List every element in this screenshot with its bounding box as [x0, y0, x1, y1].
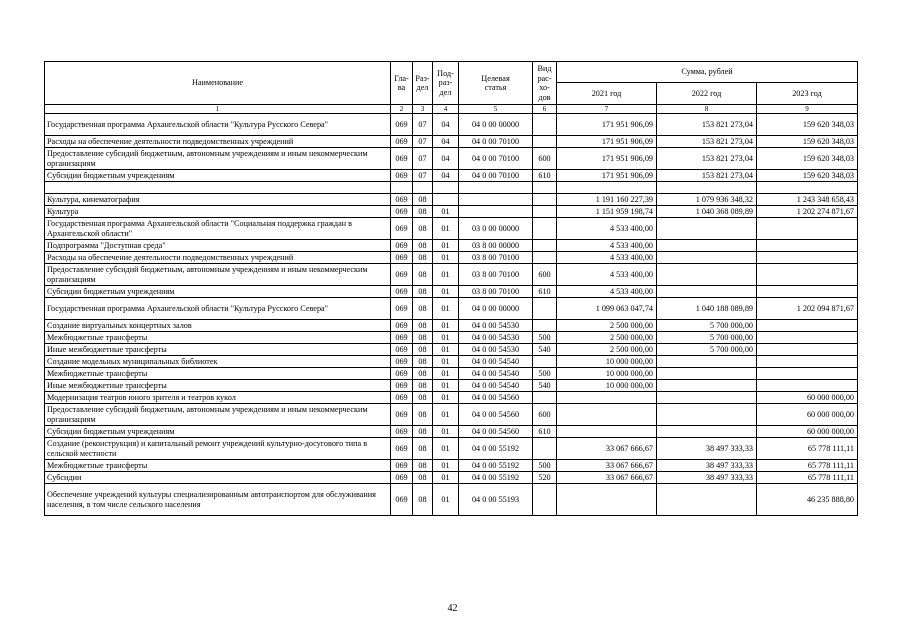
- row-vid-rashodov: 540: [533, 380, 557, 392]
- row-razdel: 08: [413, 344, 433, 356]
- column-number-cell: 2: [391, 105, 413, 114]
- row-vid-rashodov: [533, 252, 557, 264]
- table-row: [45, 484, 858, 516]
- table-row: [45, 438, 858, 460]
- row-sum-2023: [757, 218, 858, 240]
- row-razdel: 08: [413, 320, 433, 332]
- row-podrazdel: 01: [433, 368, 459, 380]
- row-celevaya-statya: 04 0 00 54540: [459, 368, 533, 380]
- row-sum-2023: 65 778 111,11: [757, 472, 858, 484]
- table-row: [45, 170, 858, 182]
- table-row: [45, 218, 858, 240]
- row-podrazdel: 01: [433, 206, 459, 218]
- row-vid-rashodov: 600: [533, 264, 557, 286]
- row-sum-2021: [557, 392, 657, 404]
- row-razdel: 08: [413, 368, 433, 380]
- row-name: Государственная программа Архангельской области "Культура Русского Севера": [45, 298, 391, 320]
- header-razdel: Раз- дел: [413, 62, 433, 105]
- column-number-row: [45, 105, 858, 114]
- row-razdel: 08: [413, 240, 433, 252]
- row-vid-rashodov: 610: [533, 170, 557, 182]
- row-vid-rashodov: [533, 206, 557, 218]
- row-sum-2021: 1 099 063 047,74: [557, 298, 657, 320]
- row-sum-2022: 38 497 333,33: [657, 460, 757, 472]
- row-sum-2022: 5 700 000,00: [657, 344, 757, 356]
- row-sum-2023: 159 620 348,03: [757, 114, 858, 136]
- row-sum-2022: 153 821 273,04: [657, 148, 757, 170]
- row-sum-2021: 171 951 906,09: [557, 148, 657, 170]
- row-sum-2023: 159 620 348,03: [757, 170, 858, 182]
- row-razdel: 08: [413, 404, 433, 426]
- row-glava: 069: [391, 368, 413, 380]
- row-sum-2023: [757, 380, 858, 392]
- row-sum-2022: [657, 218, 757, 240]
- row-glava: 069: [391, 344, 413, 356]
- row-vid-rashodov: [533, 356, 557, 368]
- row-razdel: 08: [413, 298, 433, 320]
- row-vid-rashodov: 600: [533, 148, 557, 170]
- row-sum-2022: [657, 264, 757, 286]
- row-vid-rashodov: [533, 392, 557, 404]
- row-razdel: 08: [413, 264, 433, 286]
- row-celevaya-statya: [459, 194, 533, 206]
- row-vid-rashodov: 500: [533, 332, 557, 344]
- row-podrazdel: 01: [433, 252, 459, 264]
- table-row: [45, 240, 858, 252]
- column-number-cell: 6: [533, 105, 557, 114]
- row-celevaya-statya: 03 0 00 00000: [459, 218, 533, 240]
- row-sum-2021: 10 000 000,00: [557, 368, 657, 380]
- row-name: Государственная программа Архангельской области "Социальная поддержка граждан в Архангельской области": [45, 218, 391, 240]
- table-row: [45, 380, 858, 392]
- row-celevaya-statya: 04 0 00 54540: [459, 356, 533, 368]
- table-row: [45, 344, 858, 356]
- row-name: Субсидии: [45, 472, 391, 484]
- row-podrazdel: 01: [433, 320, 459, 332]
- row-sum-2021: 171 951 906,09: [557, 114, 657, 136]
- row-podrazdel: 01: [433, 218, 459, 240]
- row-name: Иные межбюджетные трансферты: [45, 380, 391, 392]
- row-sum-2023: 1 243 348 658,43: [757, 194, 858, 206]
- header-year-2023: 2023 год: [757, 83, 858, 105]
- row-name: Расходы на обеспечение деятельности подведомственных учреждений: [45, 252, 391, 264]
- row-celevaya-statya: 04 0 00 54560: [459, 392, 533, 404]
- row-glava: [391, 182, 413, 194]
- budget-table: [44, 61, 858, 516]
- row-celevaya-statya: [459, 182, 533, 194]
- column-number-cell: 3: [413, 105, 433, 114]
- row-name: Модернизация театров юного зрителя и театров кукол: [45, 392, 391, 404]
- row-glava: 069: [391, 298, 413, 320]
- row-razdel: 07: [413, 170, 433, 182]
- row-sum-2023: 65 778 111,11: [757, 438, 858, 460]
- row-podrazdel: 01: [433, 356, 459, 368]
- row-vid-rashodov: 610: [533, 426, 557, 438]
- row-sum-2021: 4 533 400,00: [557, 252, 657, 264]
- row-glava: 069: [391, 170, 413, 182]
- row-glava: 069: [391, 320, 413, 332]
- table-row: [45, 356, 858, 368]
- row-sum-2022: [657, 286, 757, 298]
- row-glava: 069: [391, 460, 413, 472]
- row-celevaya-statya: 04 0 00 00000: [459, 298, 533, 320]
- row-podrazdel: 01: [433, 438, 459, 460]
- row-vid-rashodov: 540: [533, 344, 557, 356]
- row-sum-2022: 5 700 000,00: [657, 332, 757, 344]
- row-vid-rashodov: 520: [533, 472, 557, 484]
- row-name: Предоставление субсидий бюджетным, автономным учреждениям и иным некоммерческим организациям: [45, 264, 391, 286]
- row-razdel: 08: [413, 438, 433, 460]
- row-glava: 069: [391, 264, 413, 286]
- row-razdel: 08: [413, 484, 433, 516]
- row-vid-rashodov: [533, 114, 557, 136]
- row-name: Межбюджетные трансферты: [45, 332, 391, 344]
- row-podrazdel: 01: [433, 404, 459, 426]
- row-sum-2023: 46 235 888,80: [757, 484, 858, 516]
- row-sum-2023: [757, 286, 858, 298]
- column-number-cell: 9: [757, 105, 858, 114]
- row-sum-2022: 1 040 368 089,89: [657, 206, 757, 218]
- row-sum-2021: 4 533 400,00: [557, 218, 657, 240]
- row-sum-2021: [557, 404, 657, 426]
- row-razdel: 08: [413, 252, 433, 264]
- row-podrazdel: 01: [433, 426, 459, 438]
- row-name: Создание (реконструкция) и капитальный ремонт учреждений культурно-досугового типа в сельской местности: [45, 438, 391, 460]
- row-glava: 069: [391, 426, 413, 438]
- row-sum-2021: 33 067 666,67: [557, 438, 657, 460]
- row-sum-2023: 60 000 000,00: [757, 392, 858, 404]
- row-vid-rashodov: [533, 182, 557, 194]
- row-sum-2021: 33 067 666,67: [557, 460, 657, 472]
- table-row: [45, 392, 858, 404]
- row-podrazdel: 04: [433, 148, 459, 170]
- row-vid-rashodov: [533, 194, 557, 206]
- row-podrazdel: [433, 194, 459, 206]
- header-podrazdel: Под- раз- дел: [433, 62, 459, 105]
- row-sum-2022: 153 821 273,04: [657, 170, 757, 182]
- row-sum-2022: [657, 392, 757, 404]
- header-name: Наименование: [45, 62, 391, 105]
- row-sum-2021: [557, 426, 657, 438]
- row-podrazdel: 04: [433, 136, 459, 148]
- row-sum-2022: 38 497 333,33: [657, 438, 757, 460]
- row-sum-2021: [557, 484, 657, 516]
- row-glava: 069: [391, 356, 413, 368]
- row-sum-2021: 2 500 000,00: [557, 344, 657, 356]
- row-celevaya-statya: 04 0 00 55192: [459, 438, 533, 460]
- row-glava: 069: [391, 332, 413, 344]
- row-sum-2022: [657, 426, 757, 438]
- row-sum-2021: 10 000 000,00: [557, 380, 657, 392]
- row-vid-rashodov: [533, 438, 557, 460]
- row-sum-2022: [657, 240, 757, 252]
- row-sum-2021: 1 151 959 198,74: [557, 206, 657, 218]
- row-name: Субсидии бюджетным учреждениям: [45, 286, 391, 298]
- row-name: Подпрограмма "Доступная среда": [45, 240, 391, 252]
- row-razdel: 07: [413, 136, 433, 148]
- row-sum-2023: 60 000 000,00: [757, 426, 858, 438]
- row-celevaya-statya: 03 8 00 00000: [459, 240, 533, 252]
- row-sum-2021: 4 533 400,00: [557, 264, 657, 286]
- row-sum-2021: [557, 182, 657, 194]
- row-sum-2022: [657, 404, 757, 426]
- row-razdel: 08: [413, 392, 433, 404]
- row-celevaya-statya: 04 0 00 55192: [459, 472, 533, 484]
- row-sum-2023: [757, 182, 858, 194]
- row-sum-2022: [657, 368, 757, 380]
- row-sum-2022: [657, 252, 757, 264]
- row-name: Субсидии бюджетным учреждениям: [45, 170, 391, 182]
- header-celevaya-statya: Целевая статья: [459, 62, 533, 105]
- row-sum-2023: [757, 264, 858, 286]
- row-sum-2021: 1 191 160 227,39: [557, 194, 657, 206]
- table-row: [45, 286, 858, 298]
- row-vid-rashodov: [533, 320, 557, 332]
- row-sum-2022: [657, 380, 757, 392]
- row-vid-rashodov: 600: [533, 404, 557, 426]
- row-sum-2022: 38 497 333,33: [657, 472, 757, 484]
- row-razdel: 07: [413, 148, 433, 170]
- row-podrazdel: 01: [433, 460, 459, 472]
- row-razdel: 07: [413, 114, 433, 136]
- row-vid-rashodov: [533, 136, 557, 148]
- header-year-2021: 2021 год: [557, 83, 657, 105]
- row-glava: 069: [391, 114, 413, 136]
- row-celevaya-statya: 04 0 00 70100: [459, 170, 533, 182]
- row-razdel: 08: [413, 426, 433, 438]
- row-glava: 069: [391, 136, 413, 148]
- row-glava: 069: [391, 148, 413, 170]
- row-celevaya-statya: [459, 206, 533, 218]
- row-glava: 069: [391, 472, 413, 484]
- table-row: [45, 426, 858, 438]
- page-number: 42: [447, 603, 458, 614]
- row-razdel: 08: [413, 286, 433, 298]
- row-glava: 069: [391, 438, 413, 460]
- row-sum-2021: 4 533 400,00: [557, 240, 657, 252]
- table-row: [45, 148, 858, 170]
- row-glava: 069: [391, 286, 413, 298]
- row-name: Межбюджетные трансферты: [45, 460, 391, 472]
- table-row: [45, 472, 858, 484]
- row-name: Государственная программа Архангельской области "Культура Русского Севера": [45, 114, 391, 136]
- row-sum-2023: [757, 356, 858, 368]
- column-number-cell: 5: [459, 105, 533, 114]
- table-row: [45, 136, 858, 148]
- row-razdel: 08: [413, 332, 433, 344]
- column-number-cell: 7: [557, 105, 657, 114]
- row-vid-rashodov: 610: [533, 286, 557, 298]
- row-name: Предоставление субсидий бюджетным, автономным учреждениям и иным некоммерческим организациям: [45, 148, 391, 170]
- row-razdel: 08: [413, 206, 433, 218]
- row-razdel: 08: [413, 194, 433, 206]
- row-podrazdel: 01: [433, 484, 459, 516]
- row-name: Обеспечение учреждений культуры специализированным автотранспортом для обслуживания населения, в том числе сельского населения: [45, 484, 391, 516]
- row-name: Межбюджетные трансферты: [45, 368, 391, 380]
- row-celevaya-statya: 04 0 00 54540: [459, 380, 533, 392]
- row-podrazdel: [433, 182, 459, 194]
- row-podrazdel: 01: [433, 472, 459, 484]
- row-sum-2023: [757, 332, 858, 344]
- row-vid-rashodov: [533, 298, 557, 320]
- row-glava: 069: [391, 194, 413, 206]
- row-glava: 069: [391, 484, 413, 516]
- row-celevaya-statya: 04 0 00 55193: [459, 484, 533, 516]
- row-sum-2023: [757, 368, 858, 380]
- column-number-cell: 4: [433, 105, 459, 114]
- row-name: Культура, кинематография: [45, 194, 391, 206]
- column-number-cell: 8: [657, 105, 757, 114]
- row-name: Культура: [45, 206, 391, 218]
- row-celevaya-statya: 04 0 00 00000: [459, 114, 533, 136]
- row-sum-2023: 159 620 348,03: [757, 136, 858, 148]
- row-sum-2023: 60 000 000,00: [757, 404, 858, 426]
- row-glava: 069: [391, 240, 413, 252]
- row-sum-2021: 2 500 000,00: [557, 332, 657, 344]
- row-sum-2021: 4 533 400,00: [557, 286, 657, 298]
- row-sum-2023: 65 778 111,11: [757, 460, 858, 472]
- row-sum-2023: [757, 320, 858, 332]
- row-sum-2023: 1 202 094 871,67: [757, 298, 858, 320]
- row-vid-rashodov: [533, 218, 557, 240]
- table-row: [45, 114, 858, 136]
- row-vid-rashodov: 500: [533, 460, 557, 472]
- table-row: [45, 206, 858, 218]
- row-celevaya-statya: 04 0 00 54530: [459, 332, 533, 344]
- row-sum-2023: [757, 240, 858, 252]
- row-sum-2022: 5 700 000,00: [657, 320, 757, 332]
- row-sum-2022: 153 821 273,04: [657, 114, 757, 136]
- row-razdel: 08: [413, 472, 433, 484]
- row-sum-2021: 10 000 000,00: [557, 356, 657, 368]
- header-summa: Сумма, рублей: [557, 62, 858, 83]
- row-glava: 069: [391, 206, 413, 218]
- header-vid-rashodov: Вид рас- хо- дов: [533, 62, 557, 105]
- row-podrazdel: 01: [433, 344, 459, 356]
- row-vid-rashodov: [533, 484, 557, 516]
- row-sum-2023: [757, 252, 858, 264]
- table-row: [45, 182, 858, 194]
- row-celevaya-statya: 04 0 00 70100: [459, 136, 533, 148]
- row-razdel: [413, 182, 433, 194]
- header-year-2022: 2022 год: [657, 83, 757, 105]
- row-podrazdel: 01: [433, 264, 459, 286]
- row-podrazdel: 01: [433, 286, 459, 298]
- row-sum-2021: 2 500 000,00: [557, 320, 657, 332]
- row-podrazdel: 04: [433, 114, 459, 136]
- row-vid-rashodov: 500: [533, 368, 557, 380]
- row-celevaya-statya: 04 0 00 54530: [459, 344, 533, 356]
- row-name: [45, 182, 391, 194]
- row-razdel: 08: [413, 380, 433, 392]
- row-razdel: 08: [413, 218, 433, 240]
- row-podrazdel: 01: [433, 332, 459, 344]
- row-celevaya-statya: 04 0 00 54560: [459, 404, 533, 426]
- row-celevaya-statya: 03 8 00 70100: [459, 264, 533, 286]
- table-row: [45, 460, 858, 472]
- table-row: [45, 368, 858, 380]
- row-sum-2022: [657, 484, 757, 516]
- row-razdel: 08: [413, 460, 433, 472]
- row-sum-2022: 1 040 188 089,89: [657, 298, 757, 320]
- row-celevaya-statya: 04 0 00 54530: [459, 320, 533, 332]
- row-celevaya-statya: 04 0 00 55192: [459, 460, 533, 472]
- row-name: Субсидии бюджетным учреждениям: [45, 426, 391, 438]
- row-razdel: 08: [413, 356, 433, 368]
- table-row: [45, 264, 858, 286]
- table-row: [45, 252, 858, 264]
- header-glava: Гла- ва: [391, 62, 413, 105]
- table-row: [45, 404, 858, 426]
- row-podrazdel: 04: [433, 170, 459, 182]
- row-glava: 069: [391, 392, 413, 404]
- row-glava: 069: [391, 218, 413, 240]
- row-celevaya-statya: 04 0 00 70100: [459, 148, 533, 170]
- row-name: Расходы на обеспечение деятельности подведомственных учреждений: [45, 136, 391, 148]
- table-row: [45, 298, 858, 320]
- row-name: Иные межбюджетные трансферты: [45, 344, 391, 356]
- row-sum-2021: 171 951 906,09: [557, 170, 657, 182]
- row-glava: 069: [391, 252, 413, 264]
- row-celevaya-statya: 03 8 00 70100: [459, 286, 533, 298]
- table-row: [45, 194, 858, 206]
- column-number-cell: 1: [45, 105, 391, 114]
- row-celevaya-statya: 03 8 00 70100: [459, 252, 533, 264]
- row-name: Предоставление субсидий бюджетным, автономным учреждениям и иным некоммерческим организациям: [45, 404, 391, 426]
- row-podrazdel: 01: [433, 240, 459, 252]
- row-sum-2022: 153 821 273,04: [657, 136, 757, 148]
- row-celevaya-statya: 04 0 00 54560: [459, 426, 533, 438]
- table-row: [45, 332, 858, 344]
- row-sum-2021: 171 951 906,09: [557, 136, 657, 148]
- row-sum-2023: 1 202 274 871,67: [757, 206, 858, 218]
- row-name: Создание модельных муниципальных библиотек: [45, 356, 391, 368]
- row-podrazdel: 01: [433, 298, 459, 320]
- row-name: Создание виртуальных концертных залов: [45, 320, 391, 332]
- row-sum-2023: 159 620 348,03: [757, 148, 858, 170]
- row-vid-rashodov: [533, 240, 557, 252]
- row-sum-2022: [657, 356, 757, 368]
- row-glava: 069: [391, 380, 413, 392]
- row-sum-2022: 1 079 936 348,32: [657, 194, 757, 206]
- row-sum-2023: [757, 344, 858, 356]
- row-sum-2022: [657, 182, 757, 194]
- row-sum-2021: 33 067 666,67: [557, 472, 657, 484]
- row-glava: 069: [391, 404, 413, 426]
- row-podrazdel: 01: [433, 380, 459, 392]
- table-row: [45, 320, 858, 332]
- row-podrazdel: 01: [433, 392, 459, 404]
